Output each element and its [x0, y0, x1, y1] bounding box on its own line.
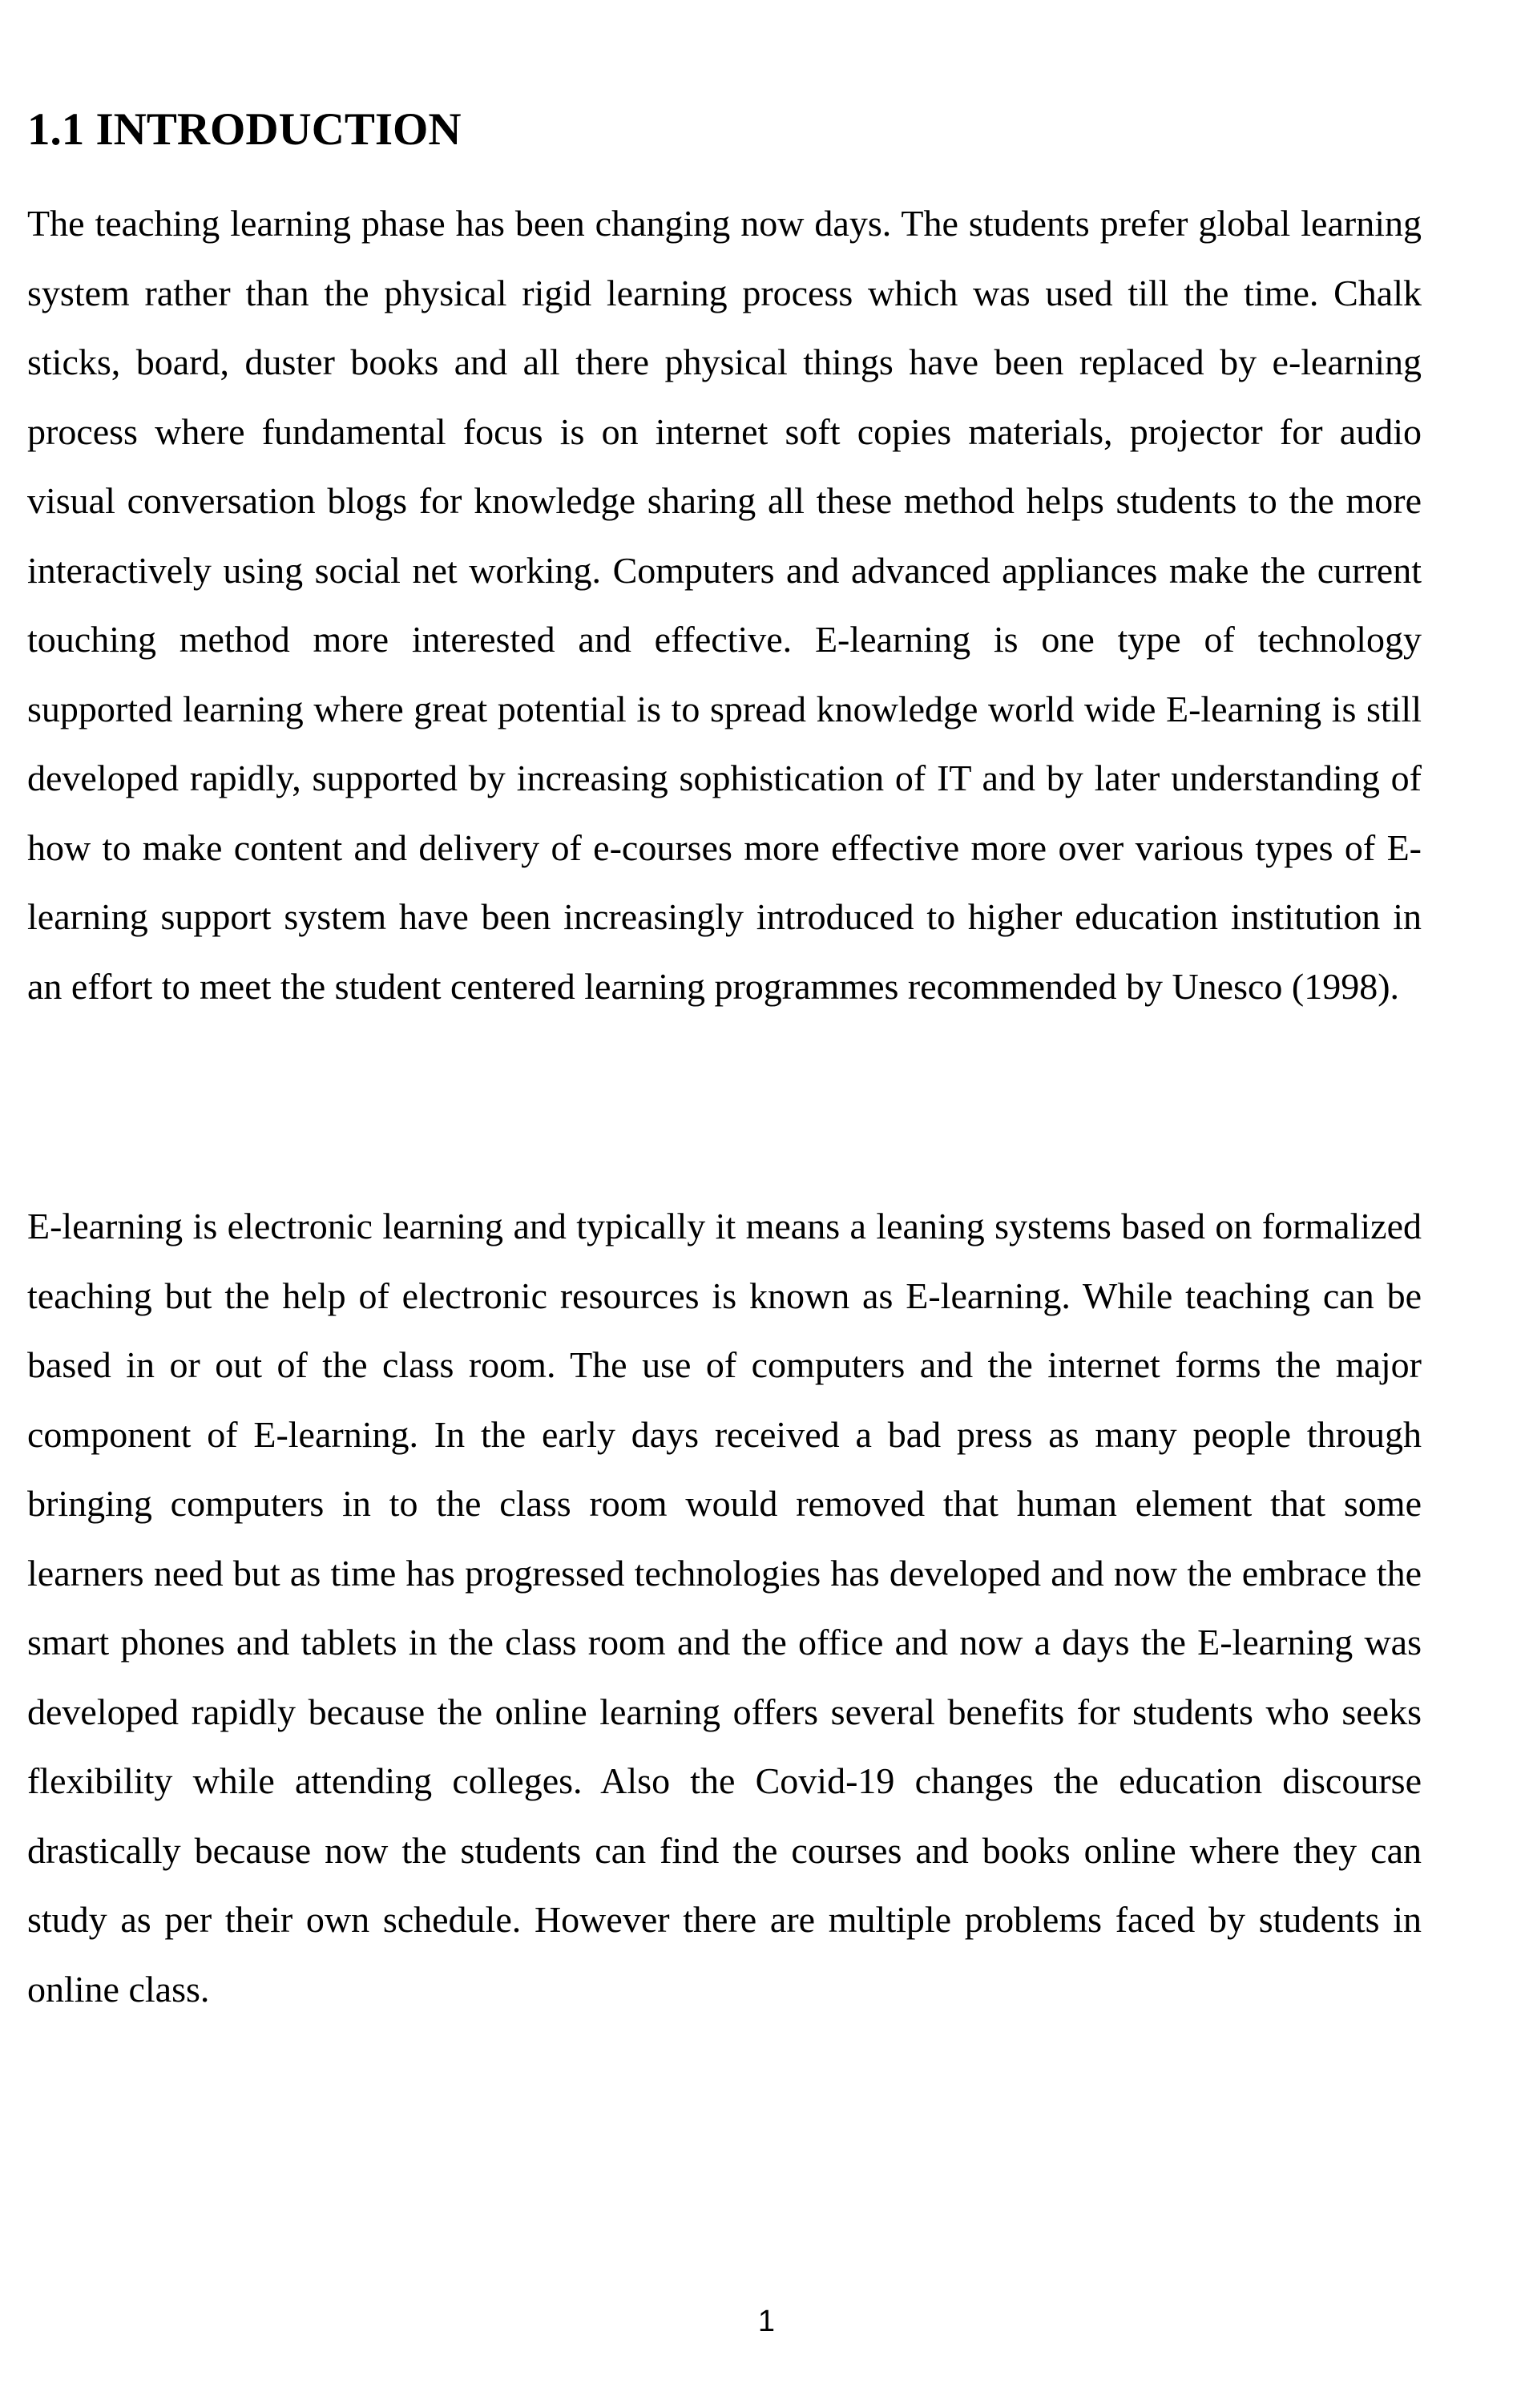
body-paragraph: The teaching learning phase has been changing now days. The students prefer global learning system rather than the physical rigid learning process which was used till the time. Chalk sticks, board, duster books and all there physical things have been replaced by e-learning process where fundamental focus is on internet soft copies materials, projector for audio visual conversation blogs for knowledge sharing all these method helps students to the more interactively using social net working. Computers and advanced appliances make the current touching method more interested and effective. E-learning is one type of technology supported learning where great potential is to spread knowledge world wide E-learning is still developed rapidly, supported by increasing sophistication of IT and by later understanding of how to make content and delivery of e-courses more effective more over various types of E-learning support system have been increasingly introduced to higher education institution in an effort to meet the student centered learning programmes recommended by Unesco (1998).	[27, 203, 1422, 1007]
section-heading: 1.1 INTRODUCTION	[27, 104, 462, 155]
page-number: 1	[757, 2305, 776, 2338]
body-paragraph: E-learning is electronic learning and typically it means a leaning systems based on formalized teaching but the help of electronic resources is known as E-learning. While teaching can be based in or out of the class room. The use of computers and the internet forms the major component of E-learning. In the early days received a bad press as many people through bringing computers in to the class room would removed that human element that some learners need but as time has progressed technologies has developed and now the embrace the smart phones and tablets in the class room and the office and now a days the E-learning was developed rapidly because the online learning offers several benefits for students who seeks flexibility while attending colleges. Also the Covid-19 changes the education discourse drastically because now the students can find the courses and books online where they can study as per their own schedule. However there are multiple problems faced by students in online class.	[27, 1206, 1422, 2010]
